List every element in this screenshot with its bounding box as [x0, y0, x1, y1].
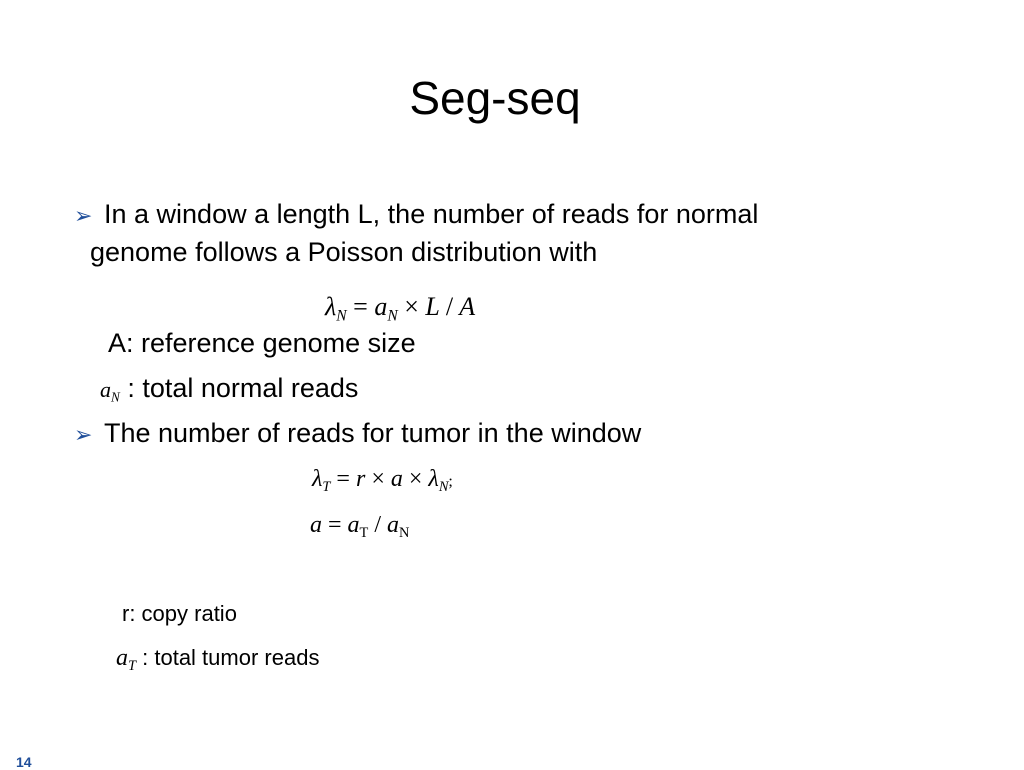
bullet-1-line-2: genome follows a Poisson distribution with — [90, 237, 598, 267]
definition-r: r: copy ratio — [122, 601, 237, 626]
symbol-an: $a_N$ — [100, 377, 120, 405]
symbol-at: $a_T$ — [116, 645, 137, 675]
slide-title: Seg-seq — [409, 72, 581, 124]
bullet-1-line-1: In a window a length L, the number of reads for normal — [104, 199, 759, 229]
formula-a-ratio: $a = a_T / a_N$ — [310, 512, 410, 542]
definition-at: $a_T$ : total tumor reads — [116, 645, 320, 675]
definition-a: A: reference genome size — [108, 328, 416, 358]
bullet-1 — [74, 196, 758, 234]
formula-lambda-t: $\lambda_T = r \times a \times \lambda_N$; — [312, 466, 453, 496]
bullet-2-text: The number of reads for tumor in the window — [104, 418, 642, 448]
arrow-bullet-icon: ➢ — [74, 203, 93, 228]
arrow-bullet-icon: ➢ — [74, 422, 93, 447]
bullet-2 — [74, 415, 641, 453]
formula-lambda-n: $\lambda_N = a_N \times L / A$ — [325, 292, 476, 325]
definition-an: $a_N$ : total normal reads — [100, 373, 359, 405]
page-number: 14 — [16, 754, 32, 770]
